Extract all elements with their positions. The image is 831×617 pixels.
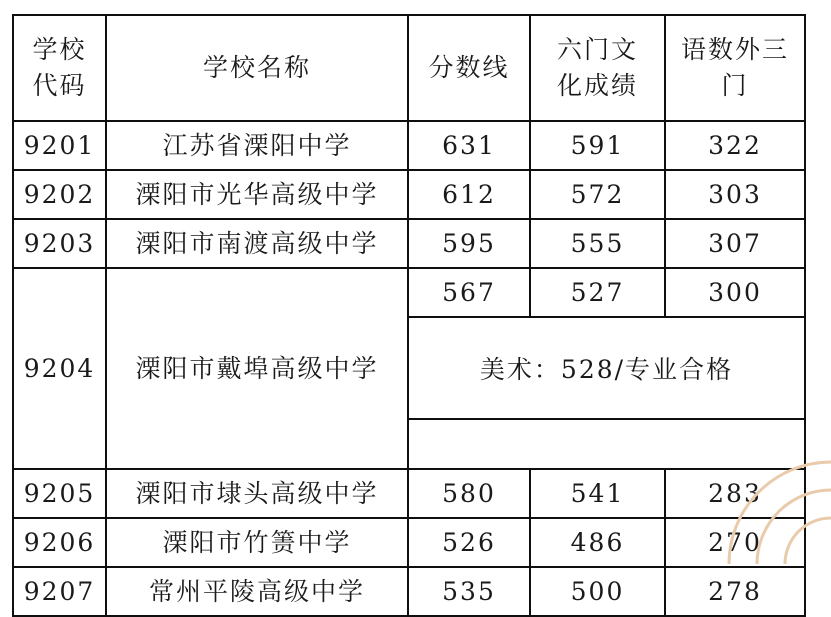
header-score-line-line1: 分数线 xyxy=(428,53,510,82)
cell-six-subject: 486 xyxy=(530,518,665,567)
cell-art-note: 美术：528/专业合格 xyxy=(408,317,805,419)
table-row xyxy=(13,518,805,567)
cell-six-subject: 500 xyxy=(530,567,665,616)
table-row xyxy=(13,469,805,518)
header-school-code-line2: 代码 xyxy=(32,71,87,100)
cell-score-line: 567 xyxy=(408,268,530,317)
cell-school-code: 9205 xyxy=(13,469,106,518)
cell-school-code: 9203 xyxy=(13,219,106,268)
header-three-subject-line2: 门 xyxy=(721,71,749,100)
cell-three-subject: 307 xyxy=(665,219,805,268)
cell-school-code: 9207 xyxy=(13,567,106,616)
cell-three-subject: 270 xyxy=(665,518,805,567)
cell-school-name: 江苏省溧阳中学 xyxy=(106,121,408,170)
header-six-subject-line1: 六门文 xyxy=(556,35,638,64)
table-row xyxy=(13,268,805,317)
table-row xyxy=(13,219,805,268)
cell-school-name: 溧阳市竹箦中学 xyxy=(106,518,408,567)
cell-six-subject: 527 xyxy=(530,268,665,317)
header-six-subject-score xyxy=(530,15,665,121)
cell-school-name: 溧阳市埭头高级中学 xyxy=(106,469,408,518)
header-three-subject-line1: 语数外三 xyxy=(680,35,789,64)
cell-school-code: 9204 xyxy=(13,268,106,469)
cell-score-line: 535 xyxy=(408,567,530,616)
header-three-subject-score xyxy=(665,15,805,121)
score-table-sheet xyxy=(12,14,804,617)
table-row xyxy=(13,170,805,219)
cell-three-subject: 303 xyxy=(665,170,805,219)
cell-three-subject: 283 xyxy=(665,469,805,518)
admission-score-table xyxy=(12,14,806,617)
cell-score-line: 631 xyxy=(408,121,530,170)
cell-six-subject: 572 xyxy=(530,170,665,219)
table-header-row xyxy=(13,15,805,121)
cell-school-code: 9202 xyxy=(13,170,106,219)
header-score-line xyxy=(408,15,530,121)
cell-school-name: 溧阳市戴埠高级中学 xyxy=(106,268,408,469)
header-six-subject-line2: 化成绩 xyxy=(556,71,638,100)
cell-school-code: 9206 xyxy=(13,518,106,567)
cell-school-name: 溧阳市光华高级中学 xyxy=(106,170,408,219)
cell-score-line: 526 xyxy=(408,518,530,567)
table-row xyxy=(13,121,805,170)
header-school-name-line1: 学校名称 xyxy=(202,53,311,82)
cell-six-subject: 591 xyxy=(530,121,665,170)
cell-score-line: 595 xyxy=(408,219,530,268)
cell-six-subject: 541 xyxy=(530,469,665,518)
cell-three-subject: 322 xyxy=(665,121,805,170)
cell-score-line: 612 xyxy=(408,170,530,219)
cell-blank xyxy=(408,419,805,469)
cell-three-subject: 278 xyxy=(665,567,805,616)
cell-school-name: 溧阳市南渡高级中学 xyxy=(106,219,408,268)
header-school-code xyxy=(13,15,106,121)
cell-school-name: 常州平陵高级中学 xyxy=(106,567,408,616)
cell-school-code: 9201 xyxy=(13,121,106,170)
header-school-code-line1: 学校 xyxy=(32,35,87,64)
cell-three-subject: 300 xyxy=(665,268,805,317)
table-row xyxy=(13,567,805,616)
cell-six-subject: 555 xyxy=(530,219,665,268)
cell-score-line: 580 xyxy=(408,469,530,518)
header-school-name xyxy=(106,15,408,121)
